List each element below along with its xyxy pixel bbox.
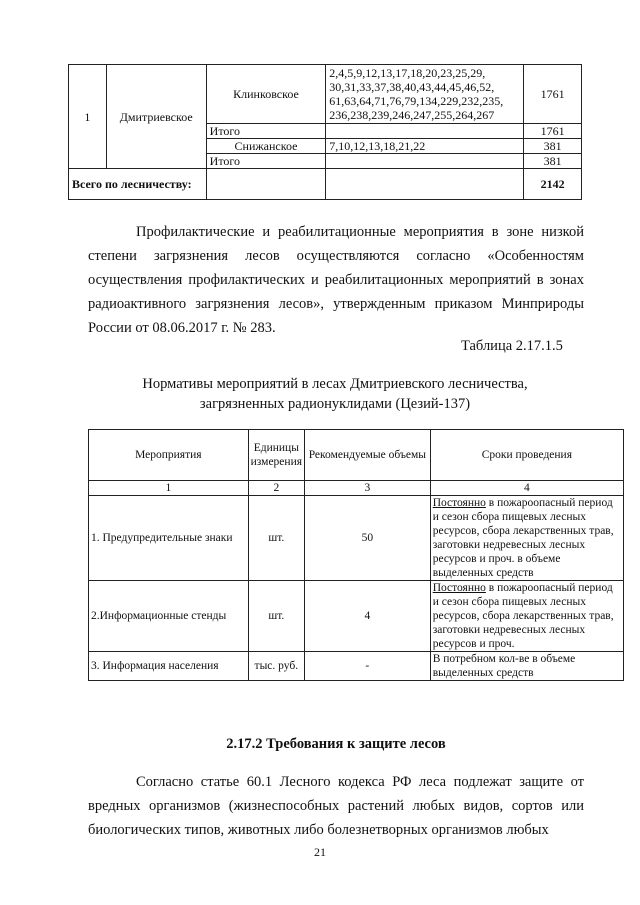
header-cell: Мероприятия [89, 430, 249, 481]
subtotal-value: 1761 [524, 124, 582, 139]
timing-cell: В потребном кол-ве в объеме выделенных средств [430, 652, 623, 681]
measures-table [88, 429, 624, 681]
table-row [89, 581, 624, 652]
column-number: 3 [305, 481, 431, 496]
body-paragraph: Согласно статье 60.1 Лесного кодекса РФ леса подлежат защите от вредных организмов (жизнеспособных растений любых видов, сортов или биологических типов, животных либо болезнетворных организмов любых [88, 774, 584, 838]
column-number: 1 [89, 481, 249, 496]
quarter-list: 2,4,5,9,12,13,17,18,20,23,25,29, 30,31,33,37,38,40,43,44,45,46,52, 61,63,64,71,76,79,134,229,232,235, 236,238,239,246,247,255,264,267 [326, 65, 524, 124]
header-cell: Сроки проведения [430, 430, 623, 481]
volume-cell: - [305, 652, 431, 681]
table-row [89, 652, 624, 681]
page-number: 21 [314, 845, 326, 859]
row-number: 1 [69, 65, 107, 169]
timing-cell: Постоянно в пожароопасный период и сезон сбора пищевых лесных ресурсов, сбора лекарственных трав, заготовки недревесных лесных ресурсов и проч. в объеме выделенных средств [430, 496, 623, 581]
table-title: Нормативы мероприятий в лесах Дмитриевского лесничества, загрязненных радионуклидами (Цезий-137) [142, 376, 528, 412]
header-cell: Единицы измерения [248, 430, 304, 481]
volume-cell: 50 [305, 496, 431, 581]
area-value: 1761 [524, 65, 582, 124]
column-number: 2 [248, 481, 304, 496]
unit-cell: тыс. руб. [248, 652, 304, 681]
table-row [89, 496, 624, 581]
quarter-list: 7,10,12,13,18,21,22 [326, 139, 524, 154]
volume-cell: 4 [305, 581, 431, 652]
forestry-name: Дмитриевское [106, 65, 206, 169]
subtotal-label: Итого [206, 154, 326, 169]
tract-name: Снижанское [206, 139, 326, 154]
body-paragraph: Профилактические и реабилитационные мероприятия в зоне низкой степени загрязнения лесов осуществляются согласно «Особенностям осуществления профилактических и реабилитационных мероприятий в зонах радиоактивного загрязнения лесов», утвержденным приказом Минприроды России от 08.06.2017 г. № 283. [88, 224, 584, 336]
forestry-area-table [68, 64, 582, 200]
tract-name: Клинковское [206, 65, 326, 124]
subtotal-label: Итого [206, 124, 326, 139]
timing-cell: Постоянно в пожароопасный период и сезон сбора пищевых лесных ресурсов, сбора лекарственных трав, заготовки недревесных лесных ресурсов и проч. [430, 581, 623, 652]
activity-cell: 1. Предупредительные знаки [89, 496, 249, 581]
unit-cell: шт. [248, 581, 304, 652]
total-label: Всего по лесничеству: [69, 169, 207, 200]
column-number: 4 [430, 481, 623, 496]
header-cell: Рекомендуемые объемы [305, 430, 431, 481]
area-value: 381 [524, 139, 582, 154]
activity-cell: 2.Информационные стенды [89, 581, 249, 652]
activity-cell: 3. Информация населения [89, 652, 249, 681]
subtotal-value: 381 [524, 154, 582, 169]
section-heading: 2.17.2 Требования к защите лесов [226, 736, 446, 752]
table-number: Таблица 2.17.1.5 [461, 338, 563, 354]
total-value: 2142 [524, 169, 582, 200]
unit-cell: шт. [248, 496, 304, 581]
